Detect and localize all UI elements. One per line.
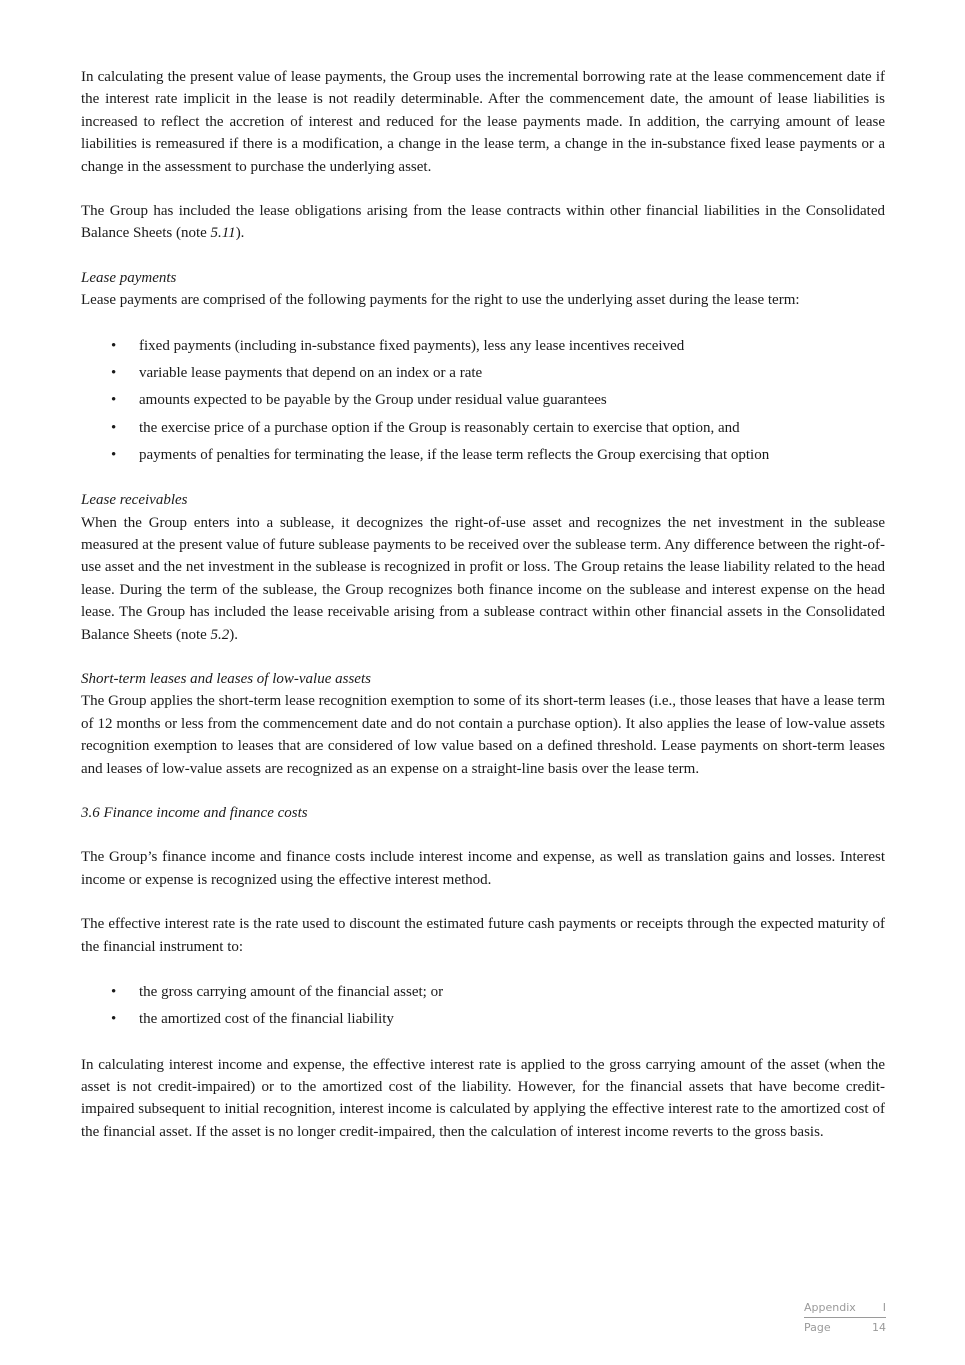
list-item-text: amounts expected to be payable by the Group under residual value guarantees xyxy=(139,392,607,409)
footer-appendix xyxy=(804,1298,886,1318)
bullet-icon: • xyxy=(111,392,117,409)
list-item xyxy=(81,335,885,362)
text: ). xyxy=(235,225,245,242)
list-item-text: the exercise price of a purchase option if the Group is reasonably certain to exercise that option, and xyxy=(139,419,740,436)
note-reference: 5.2 xyxy=(210,626,230,643)
list-item-text: the gross carrying amount of the financial asset; or xyxy=(139,984,444,1001)
page-footer xyxy=(804,1298,886,1337)
paragraph-present-value: In calculating the present value of lease payments, the Group uses the incremental borrowing rate at the lease commencement date if the interest rate implicit in the lease is not readily determinable. After the commencement date, the amount of lease liabilities is increased to reflect the accretion of interest and reduced for the lease payments made. In addition, the carrying amount of lease liabilities is remeasured if there is a modification, a change in the lease term, a change in the in-substance fixed lease payments or a change in the assessment to purchase the underlying asset. xyxy=(81,69,885,175)
list-item xyxy=(81,389,885,416)
bullet-icon: • xyxy=(111,1011,117,1028)
paragraph-finance-intro: The Group’s finance income and finance costs include interest income and expense, as well as translation gains and losses. Interest income or expense is recognized using the effective interest method. xyxy=(81,849,885,888)
heading-short-term-leases: Short-term leases and leases of low-value assets xyxy=(81,670,371,687)
list-item xyxy=(81,444,885,471)
bullet-icon: • xyxy=(111,419,117,436)
bullet-icon: • xyxy=(111,446,117,463)
text: The Group has included the lease obligations arising from the lease contracts within other financial liabilities in the Consolidated Balance Sheets (note xyxy=(81,203,885,242)
list-item-text: the amortized cost of the financial liability xyxy=(139,1011,394,1028)
bullet-icon: • xyxy=(111,364,117,381)
text: ). xyxy=(229,626,239,643)
heading-lease-receivables: Lease receivables xyxy=(81,492,188,509)
footer-page xyxy=(804,1318,886,1337)
page-label: Page xyxy=(804,1321,831,1334)
list-item-text: variable lease payments that depend on an index or a rate xyxy=(139,364,483,381)
list-item xyxy=(81,417,885,444)
appendix-value: I xyxy=(882,1301,886,1314)
paragraph-short-term-leases: The Group applies the short-term lease recognition exemption to some of its short-term leases (i.e., those leases that have a lease term of 12 months or less from the commencement date and do not contain a purchase option). It also applies the lease of low-value assets recognition exemption to leases that are considered of low value based on a defined threshold. Lease payments on short-term leases and leases of low-value assets are recognized as an expense on a straight-line basis over the lease term. xyxy=(81,693,885,777)
section-heading-finance: 3.6 Finance income and finance costs xyxy=(81,805,308,822)
lease-payments-list xyxy=(81,335,885,471)
effective-rate-list xyxy=(81,981,885,1036)
paragraph-interest-calculation: In calculating interest income and expense, the effective interest rate is applied to the gross carrying amount of the asset (when the asset is not credit-impaired) or to the amortized cost of the liability. However, for the financial assets that have become credit-impaired subsequent to initial recognition, interest income is calculated by applying the effective interest rate to the amortized cost of the financial asset. If the asset is no longer credit-impaired, then the calculation of interest income reverts to the gross basis. xyxy=(81,1056,885,1140)
note-reference: 5.11 xyxy=(210,225,236,242)
heading-lease-payments: Lease payments xyxy=(81,269,177,286)
bullet-icon: • xyxy=(111,337,117,354)
list-item-text: payments of penalties for terminating the lease, if the lease term reflects the Group exercising that option xyxy=(139,446,770,463)
document-body xyxy=(81,66,885,1143)
paragraph-lease-obligations xyxy=(81,200,885,245)
page-number: 14 xyxy=(872,1321,886,1334)
list-item xyxy=(81,981,885,1008)
appendix-label: Appendix xyxy=(804,1301,856,1314)
paragraph-lease-receivables xyxy=(81,512,885,646)
paragraph-lease-payments-intro: Lease payments are comprised of the following payments for the right to use the underlying asset during the lease term: xyxy=(81,292,800,309)
paragraph-effective-rate: The effective interest rate is the rate used to discount the estimated future cash payments or receipts through the expected maturity of the financial instrument to: xyxy=(81,916,885,955)
list-item xyxy=(81,1008,885,1035)
list-item-text: fixed payments (including in-substance fixed payments), less any lease incentives received xyxy=(139,337,685,354)
list-item xyxy=(81,362,885,389)
text: When the Group enters into a sublease, it decognizes the right-of-use asset and recognizes the net investment in the sublease measured at the present value of future sublease payments to be received over the sublease term. Any difference between the right-of-use asset and the net investment in the sublease is recognized in profit or loss. The Group retains the lease liability related to the head lease. During the term of the sublease, the Group recognizes both finance income on the sublease and interest expense on the head lease. The Group has included the lease receivable arising from a sublease contract within other financial assets in the Consolidated Balance Sheets (note xyxy=(81,514,885,643)
bullet-icon: • xyxy=(111,984,117,1001)
